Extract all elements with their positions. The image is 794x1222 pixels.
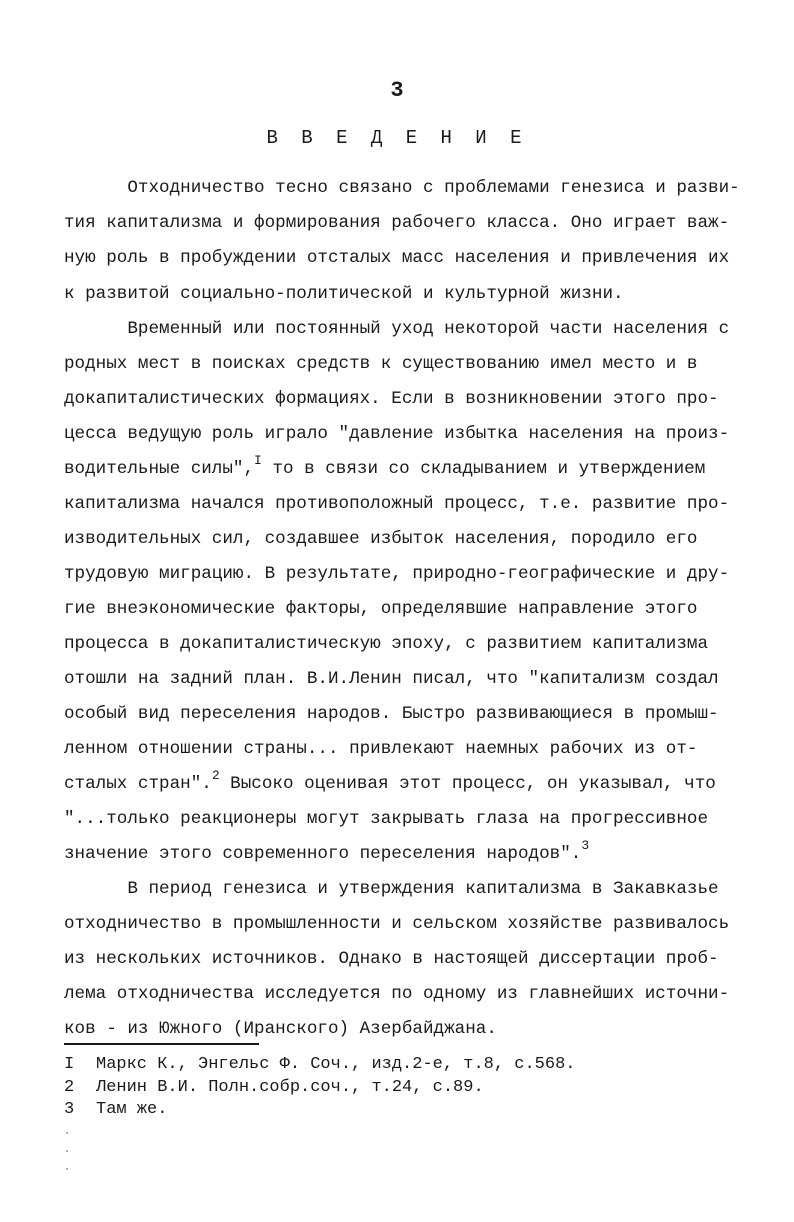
text-line: Отходничество тесно связано с проблемами генезиса и разви- [64, 178, 740, 198]
footnote [64, 1077, 484, 1099]
text-fragment: значение этого современного переселения народов". [64, 844, 582, 864]
text-line: из нескольких источников. Однако в настоящей диссертации проб- [64, 949, 719, 969]
text-line: капитализма начался противоположный процесс, т.е. развитие про- [64, 494, 730, 514]
text-line: отошли на задний план. В.И.Ленин писал, что "капитализм создал [64, 669, 719, 689]
scan-speck [66, 1150, 68, 1152]
text-line: к развитой социально-политической и культурной жизни. [64, 284, 624, 304]
footnote-ref: 2 [211, 768, 220, 784]
text-line: ков - из Южного (Иранского) Азербайджана. [64, 1019, 497, 1039]
text-line: ленном отношении страны... привлекают наемных рабочих из от- [64, 739, 698, 759]
text-line: изводительных сил, создавшее избыток населения, породило его [64, 529, 698, 549]
text-line: отходничество в промышленности и сельском хозяйстве развивалось [64, 914, 730, 934]
page-number: 3 [390, 78, 404, 103]
text-line: гие внеэкономические факторы, определявшие направление этого [64, 599, 698, 619]
footnote [64, 1099, 167, 1121]
text-line: Временный или постоянный уход некоторой части населения с [64, 319, 730, 339]
footnote-ref: 3 [581, 838, 590, 854]
text-line: докапиталистических формациях. Если в возникновении этого про- [64, 389, 719, 409]
text-line: процесса в докапиталистическую эпоху, с развитием капитализма [64, 634, 709, 654]
footnote-text: Там же. [96, 1100, 168, 1119]
scan-speck [66, 1168, 68, 1170]
footnote-ref: I [254, 453, 262, 469]
text-line [64, 838, 740, 866]
text-fragment: сталых стран". [64, 774, 212, 794]
scan-speck [66, 1132, 68, 1134]
text-line [64, 453, 740, 481]
page-title: В В Е Д Е Н И Е [266, 127, 528, 149]
footnote-mark: 3 [64, 1100, 75, 1119]
footnote-mark: I [64, 1055, 75, 1074]
footnote-mark: 2 [64, 1078, 75, 1097]
text-line: В период генезиса и утверждения капитализма в Закавказье [64, 879, 719, 899]
text-line: ную роль в пробуждении отсталых масс населения и привлечения их [64, 248, 730, 268]
footnote-text: Ленин В.И. Полн.собр.соч., т.24, с.89. [96, 1078, 484, 1097]
text-line: трудовую миграцию. В результате, природно-географические и дру- [64, 564, 730, 584]
footnote-text: Маркс К., Энгельс Ф. Соч., изд.2-е, т.8, с.568. [96, 1055, 576, 1074]
text-line: "...только реакционеры могут закрывать глаза на прогрессивное [64, 809, 709, 829]
text-line: родных мест в поисках средств к существованию имел место и в [64, 354, 698, 374]
footnote [64, 1054, 575, 1076]
text-line: тия капитализма и формирования рабочего класса. Оно играет важ- [64, 213, 730, 233]
text-line: лема отходничества исследуется по одному из главнейших источни- [64, 984, 730, 1004]
text-fragment: водительные силы", [64, 459, 255, 479]
text-line: особый вид переселения народов. Быстро развивающиеся в промыш- [64, 704, 719, 724]
footnote-divider [64, 1043, 259, 1045]
text-fragment: то в связи со складыванием и утверждением [261, 459, 706, 479]
text-line [64, 768, 740, 796]
text-line: цесса ведущую роль играло "давление избытка населения на произ- [64, 424, 730, 444]
text-fragment: Высоко оценивая этот процесс, он указывал, что [219, 774, 716, 794]
